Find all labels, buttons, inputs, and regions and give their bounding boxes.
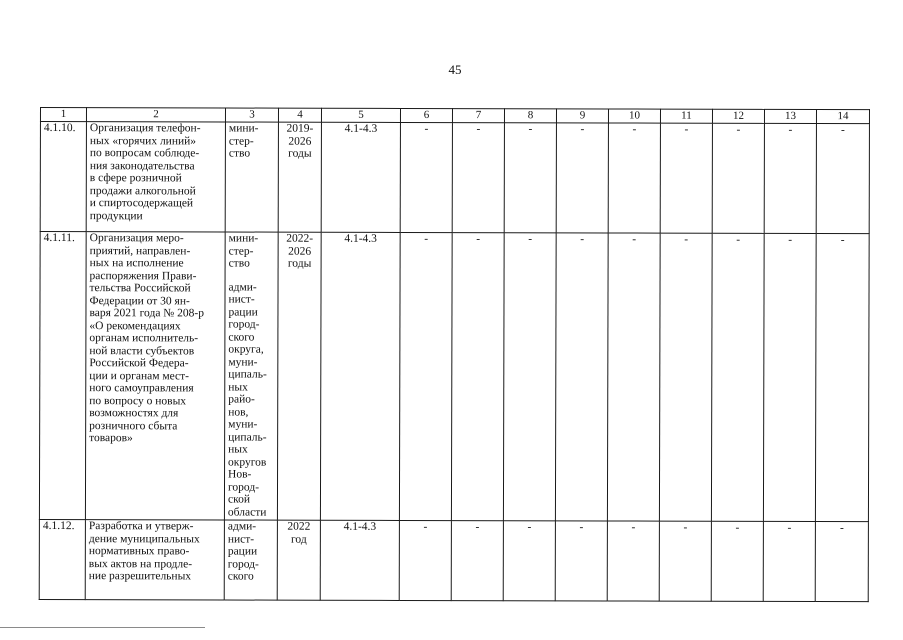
measure-name-line: «О рекомендациях [89, 319, 181, 332]
measure-name-line: приятий, направлен- [89, 244, 191, 257]
measure-name-line: ние разрешительных [88, 570, 192, 583]
term-line: годы [287, 257, 312, 270]
executor-line: рации [227, 545, 258, 558]
funding-value: - [555, 233, 608, 521]
executor-line: город- [227, 557, 259, 571]
executor-line: нист- [228, 293, 255, 306]
funding-value: - [712, 123, 764, 233]
executor-line: рации [228, 305, 258, 319]
measure-name [85, 520, 224, 600]
executor-line: ных [228, 443, 248, 456]
measure-name-line: по вопросам соблюде- [89, 147, 200, 160]
measure-name-line: в сфере розничной [89, 172, 182, 185]
funding-value: - [556, 123, 608, 233]
funding-value: - [607, 521, 659, 601]
term [278, 122, 321, 232]
funding-value: - [503, 521, 555, 601]
executor-line: муни- [228, 418, 258, 431]
table-row [39, 232, 869, 522]
measure-name-line: вых актов на продле- [88, 557, 193, 570]
funding-value: - [659, 521, 711, 601]
measure-name [86, 122, 225, 232]
executor-line: стер- [228, 134, 254, 148]
executor-line: области [227, 505, 267, 519]
measure-name-line: ции и органам мест- [89, 369, 190, 382]
funding-value: - [660, 123, 712, 233]
executor-line: нов, [228, 405, 249, 419]
funding-value: - [400, 122, 452, 232]
column-header-7: 7 [452, 109, 504, 123]
funding-value: - [711, 233, 764, 521]
executor [225, 122, 278, 232]
measure-name-line: розничного сбыта [89, 419, 178, 432]
executor-line: ской [227, 493, 251, 506]
column-header-5: 5 [321, 108, 400, 122]
measure-name [85, 232, 225, 520]
executor-line: нист- [227, 532, 255, 546]
executor-line: город- [228, 318, 260, 331]
term-line: 2022- [286, 232, 314, 245]
funding-value: - [659, 233, 712, 521]
measure-name-line: ной власти субъектов [89, 344, 195, 357]
executor-line: адми- [227, 520, 257, 533]
target-indicators: 4.1-4.3 [320, 232, 400, 520]
executor-line: адми- [228, 280, 257, 294]
measure-name-line: продажи алкогольной [89, 184, 196, 197]
term [277, 232, 321, 520]
column-header-9: 9 [556, 109, 608, 123]
executor-line: ципаль- [228, 368, 267, 381]
executor-line: ство [228, 257, 250, 270]
executor-line: ского [227, 570, 254, 583]
measure-name-line: ния законодательства [89, 159, 195, 172]
measure-name-line: нормативных право- [88, 545, 190, 558]
funding-value: - [763, 233, 816, 521]
measure-name-line: ного самоуправления [89, 382, 194, 395]
row-number: 4.1.12. [39, 519, 85, 599]
funding-value: - [607, 233, 660, 521]
funding-value: - [815, 522, 868, 602]
column-header-2: 2 [86, 108, 225, 122]
funding-value: - [815, 234, 869, 522]
funding-value: - [451, 521, 503, 601]
column-header-12: 12 [712, 109, 764, 123]
measure-name-line: ных на исполнение [89, 257, 184, 270]
executor-line: округов [228, 455, 267, 469]
term-line: 2026 [288, 245, 312, 258]
table-row [40, 122, 869, 234]
footer-rule [0, 627, 205, 628]
executor-line: райо- [228, 393, 255, 406]
funding-value: - [504, 123, 556, 233]
measure-name-line: продукции [89, 209, 143, 222]
funding-value: - [816, 124, 869, 234]
term-line: 2019- [286, 122, 314, 135]
target-indicators: 4.1-4.3 [320, 520, 399, 600]
measure-name-line: возможностях для [89, 407, 179, 420]
executor-line: мини- [228, 122, 259, 135]
funding-value: - [764, 123, 816, 233]
funding-value: - [451, 233, 504, 521]
column-header-13: 13 [764, 109, 816, 123]
measures-table [39, 107, 870, 602]
table-row [39, 519, 868, 601]
row-number: 4.1.10. [40, 122, 86, 232]
column-header-6: 6 [400, 108, 452, 122]
executor-gap [229, 270, 275, 281]
executor-line: мини- [228, 232, 259, 245]
funding-value: - [711, 521, 763, 601]
term-line: 2022 [287, 520, 311, 533]
funding-value: - [399, 232, 452, 520]
funding-value: - [763, 521, 815, 601]
column-header-4: 4 [278, 108, 321, 122]
term [277, 520, 320, 600]
measure-name-line: по вопросу о новых [89, 394, 187, 407]
measure-name-line: Российской Федера- [89, 357, 189, 370]
funding-value: - [555, 521, 607, 601]
measure-name-line: Федерации от 30 ян- [89, 294, 190, 307]
funding-value: - [608, 123, 660, 233]
executor [224, 520, 277, 600]
row-number: 4.1.11. [39, 232, 86, 520]
page-number: 45 [448, 62, 462, 77]
executor-line: стер- [228, 244, 254, 258]
term-line: годы [288, 147, 312, 160]
funding-value: - [399, 520, 451, 600]
column-header-1: 1 [40, 108, 86, 122]
executor-line: город- [227, 480, 260, 494]
measure-name-line: и спиртосодержащей [89, 197, 194, 210]
measure-name-line: Организация меро- [89, 232, 184, 245]
target-indicators: 4.1-4.3 [321, 122, 400, 232]
measure-name-line: тельства Российской [89, 282, 191, 295]
measure-name-line: ных «горячих линий» [89, 134, 197, 147]
executor-line: Нов- [228, 468, 252, 481]
executor-line: муни- [228, 355, 258, 369]
column-header-11: 11 [660, 109, 712, 123]
measure-name-line: товаров» [89, 432, 133, 445]
measure-name-line: Разработка и утверж- [88, 520, 194, 533]
funding-value: - [452, 123, 504, 233]
column-header-3: 3 [225, 108, 278, 122]
funding-value: - [503, 233, 556, 521]
term-line: год [290, 533, 307, 546]
executor [224, 232, 278, 520]
executor-line: округа, [228, 343, 264, 356]
executor-line: ского [228, 330, 255, 344]
executor-line: ных [228, 380, 248, 394]
measure-name-line: варя 2021 года № 208-р [89, 307, 205, 320]
column-header-14: 14 [816, 110, 869, 124]
executor-line: ципаль- [228, 430, 267, 444]
measure-name-line: органам исполнитель- [89, 332, 199, 345]
term-line: 2026 [288, 135, 312, 148]
column-header-8: 8 [504, 109, 556, 123]
measure-name-line: Организация телефон- [89, 122, 201, 135]
column-header-10: 10 [608, 109, 660, 123]
measure-name-line: дение муниципальных [88, 532, 200, 545]
executor-line: ство [228, 147, 251, 160]
measure-name-line: распоряжения Прави- [89, 269, 197, 282]
